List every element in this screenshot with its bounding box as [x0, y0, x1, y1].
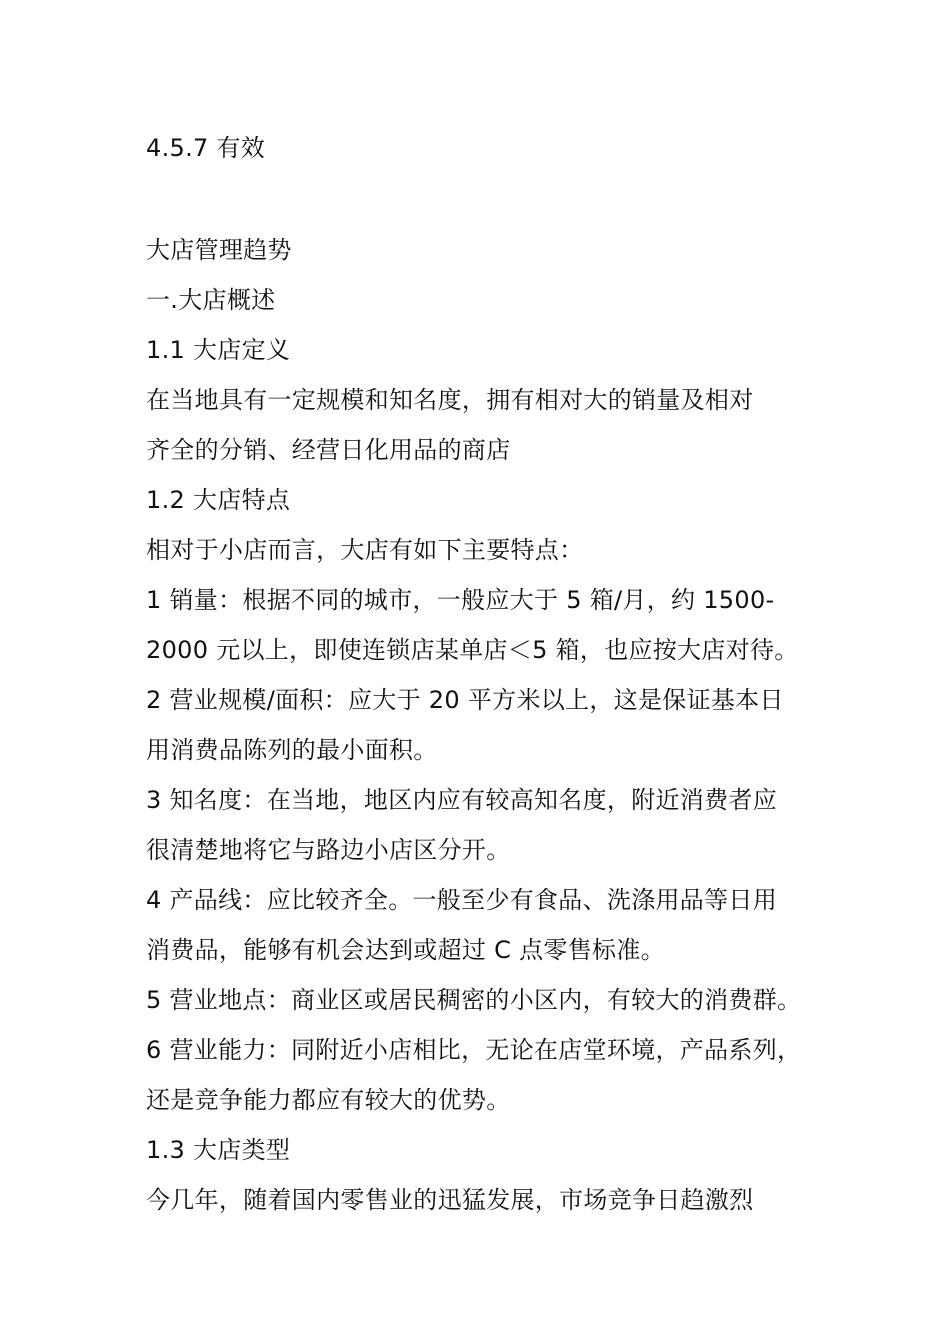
feature-line: 很清楚地将它与路边小店区分开。	[146, 836, 511, 864]
subsection-heading: 1.2 大店特点	[146, 486, 291, 514]
section-heading: 一.大店概述	[146, 286, 276, 314]
feature-line: 消费品，能够有机会达到或超过 C 点零售标准。	[146, 936, 665, 964]
paragraph-line: 相对于小店而言，大店有如下主要特点：	[146, 536, 584, 564]
paragraph-line: 在当地具有一定规模和知名度，拥有相对大的销量及相对	[146, 386, 754, 414]
subsection-heading: 1.3 大店类型	[146, 1136, 291, 1164]
feature-line: 4 产品线：应比较齐全。一般至少有食品、洗涤用品等日用	[146, 886, 777, 914]
feature-line: 2000 元以上，即使连锁店某单店＜5 箱，也应按大店对待。	[146, 636, 799, 664]
subsection-heading: 1.1 大店定义	[146, 336, 291, 364]
document-title: 大店管理趋势	[146, 236, 292, 264]
feature-line: 用消费品陈列的最小面积。	[146, 736, 438, 764]
feature-line: 3 知名度：在当地，地区内应有较高知名度，附近消费者应	[146, 786, 777, 814]
heading-number: 4.5.7 有效	[146, 134, 266, 162]
feature-line: 5 营业地点：商业区或居民稠密的小区内，有较大的消费群。	[146, 986, 802, 1014]
feature-line: 2 营业规模/面积：应大于 20 平方米以上，这是保证基本日	[146, 686, 784, 714]
paragraph-line: 齐全的分销、经营日化用品的商店	[146, 436, 511, 464]
feature-line: 6 营业能力：同附近小店相比，无论在店堂环境，产品系列，	[146, 1036, 802, 1064]
feature-line: 还是竞争能力都应有较大的优势。	[146, 1086, 511, 1114]
feature-line: 1 销量：根据不同的城市，一般应大于 5 箱/月，约 1500-	[146, 586, 775, 614]
paragraph-line: 今几年，随着国内零售业的迅猛发展，市场竞争日趋激烈	[146, 1186, 754, 1214]
